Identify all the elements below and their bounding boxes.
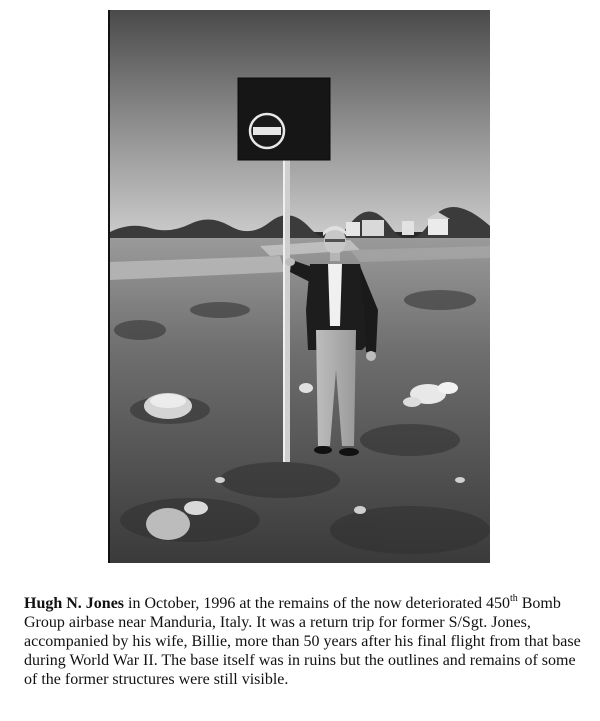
caption-name: Hugh N. Jones	[24, 595, 125, 612]
caption-text-part-1: in October, 1996 at the remains of the now deteriorated	[124, 595, 486, 612]
photograph	[110, 10, 490, 563]
caption-text-part-2: Bomb Group airbase near Manduria, Italy. It was a return trip for former S/Sgt. Jones, accompanied by his wife, Billie, more than 50 years after his final flight from that base during World War II. The base itself was in ruins but the outlines and remains of some of the former structures were still visible.	[24, 595, 581, 688]
caption-ordinal-number: 450	[485, 595, 510, 612]
photo-scene	[110, 10, 490, 563]
caption-ordinal-suffix: th	[509, 592, 518, 604]
no-entry-sign-icon	[238, 78, 330, 160]
photo-caption	[24, 594, 584, 689]
